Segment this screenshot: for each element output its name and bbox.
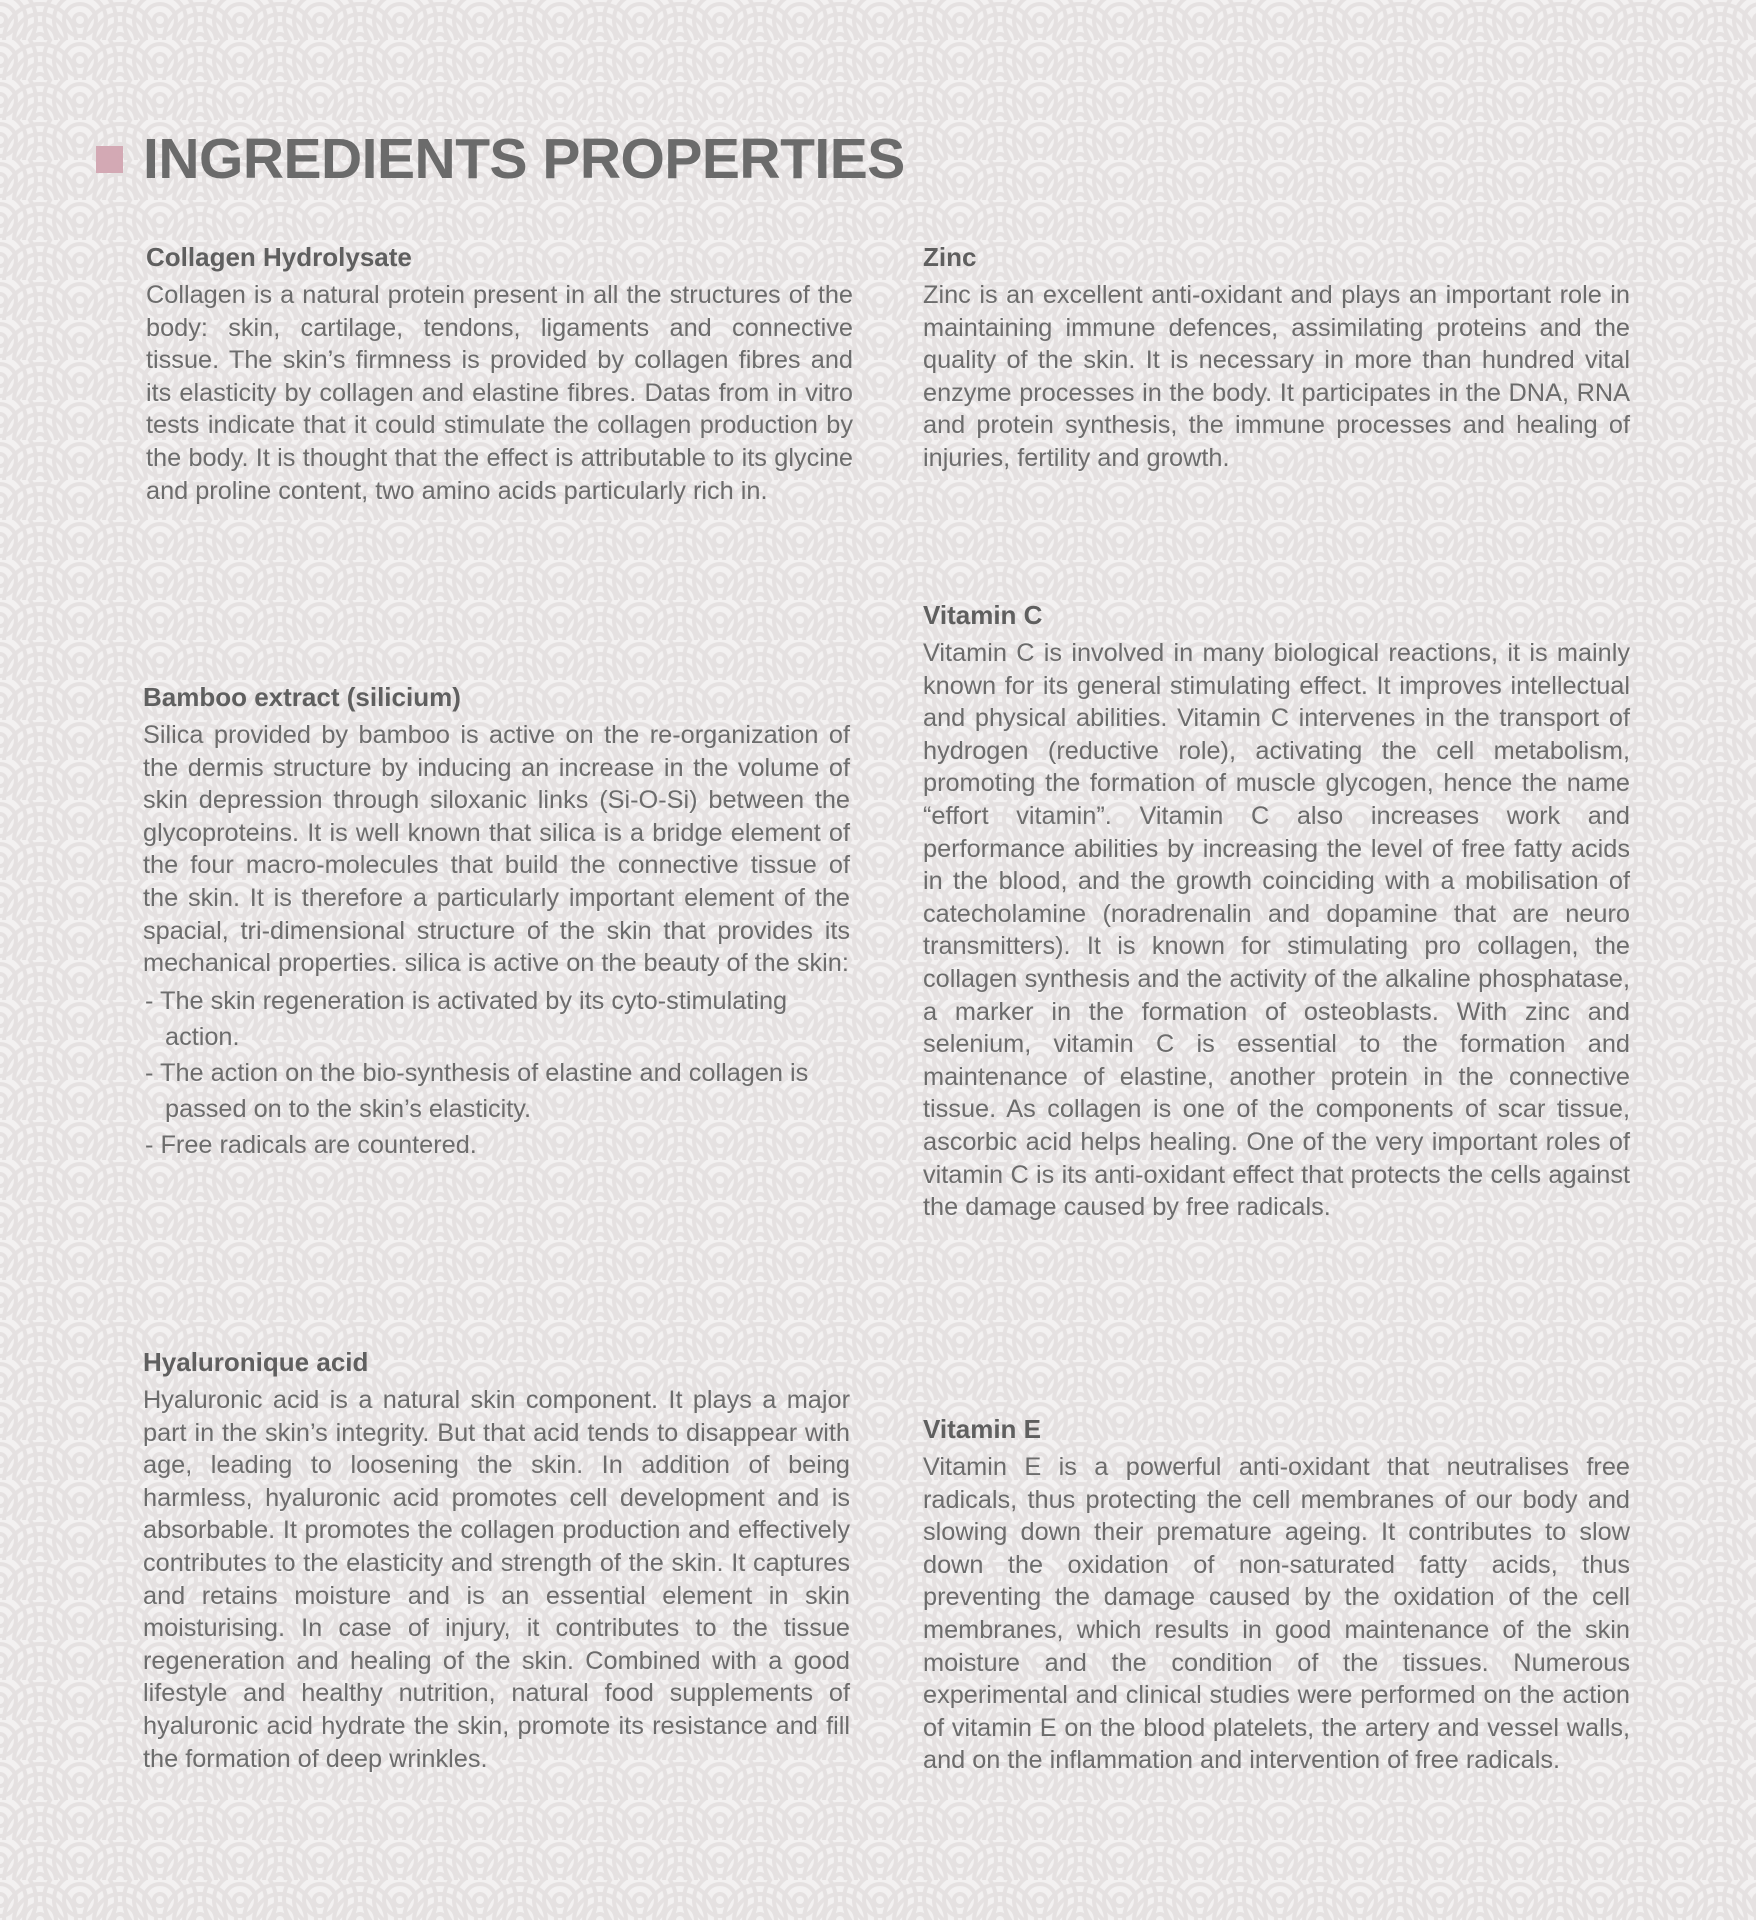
section-hyaluronic — [143, 1346, 850, 1775]
section-zinc — [923, 241, 1630, 475]
section-vitamin-c — [923, 599, 1630, 1224]
section-heading: Collagen Hydrolysate — [146, 242, 412, 272]
section-body: Collagen is a natural protein present in all the structures of the body: skin, cartilage, tendons, ligaments and connective tissue. The skin’s firmness is provided by collagen fibres and its elasticity by collagen and elastine fibres. Datas from in vitro tests indicate that it could stimulate the collagen production by the body. It is thought that the effect is attributable to its glycine and proline content, two amino acids particularly rich in. — [146, 281, 853, 505]
section-body: Vitamin E is a powerful anti-oxidant that neutralises free radicals, thus protecting the cell membranes of our body and slowing down their premature ageing. It contributes to slow down the oxidation of non-saturated fatty acids, thus preventing the damage caused by the oxidation of the cell membranes, which results in good maintenance of the skin moisture and the condition of the tissues. Numerous experimental and clinical studies were performed on the action of vitamin E on the blood platelets, the artery and vessel walls, and on the inflammation and intervention of free radicals. — [923, 1453, 1630, 1775]
section-body: Zinc is an excellent anti-oxidant and plays an important role in maintaining immune defences, assimilating proteins and the quality of the skin. It is necessary in more than hundred vital enzyme processes in the body. It participates in the DNA, RNA and protein synthesis, the immune processes and healing of injuries, fertility and growth. — [923, 281, 1630, 472]
section-body: Hyaluronic acid is a natural skin component. It plays a major part in the skin’s integrity. But that acid tends to disappear with age, leading to loosening the skin. In addition of being harmless, hyaluronic acid promotes cell development and is absorbable. It promotes the collagen production and effectively contributes to the elasticity and strength of the skin. It captures and retains moisture and is an essential element in skin moisturising. In case of injury, it contributes to the tissue regeneration and healing of the skin. Combined with a good lifestyle and healthy nutrition, natural food supplements of hyaluronic acid hydrate the skin, promote its resistance and fill the formation of deep wrinkles. — [143, 1386, 850, 1773]
section-heading: Vitamin E — [923, 1414, 1042, 1444]
list-item: - The action on the bio-synthesis of elastine and collagen is passed on to the skin’s elasticity. — [145, 1058, 809, 1123]
section-vitamin-e — [923, 1413, 1630, 1777]
section-body: Silica provided by bamboo is active on the re-organization of the dermis structure by inducing an increase in the volume of skin depression through siloxanic links (Si-O-Si) between the glycoproteins. It is well known that silica is a bridge element of the four macro-molecules that build the connective tissue of the skin. It is therefore a particularly important element of the spacial, tri-dimensional structure of the skin that provides its mechanical properties. silica is active on the beauty of the skin: — [143, 721, 850, 978]
section-heading: Zinc — [923, 242, 977, 272]
section-body: Vitamin C is involved in many biological reactions, it is mainly known for its general stimulating effect. It improves intellectual and physical abilities. Vitamin C intervenes in the transport of hydrogen (reductive role), activating the cell metabolism, promoting the formation of muscle glycogen, hence the name “effort vitamin”. Vitamin C also increases work and performance abilities by increasing the level of free fatty acids in the blood, and the growth coinciding with a mobilisation of catecholamine (noradrenalin and dopamine that are neuro transmitters). It is known for stimulating pro collagen, the collagen synthesis and the activity of the alkaline phosphatase, a marker in the formation of osteoblasts. With zinc and selenium, vitamin C is essential to the formation and maintenance of elastine, another protein in the connective tissue. As collagen is one of the components of scar tissue, ascorbic acid helps healing. One of the very important roles of vitamin C is its anti-oxidant effect that protects the cells against the damage caused by free radicals. — [923, 639, 1630, 1222]
list-item: - The skin regeneration is activated by its cyto-stimulating action. — [145, 986, 788, 1051]
page-title: INGREDIENTS PROPERTIES — [143, 126, 905, 191]
page-header — [96, 124, 905, 194]
section-heading: Vitamin C — [923, 600, 1043, 630]
bamboo-benefits-list — [143, 983, 850, 1163]
section-heading: Hyaluronique acid — [143, 1347, 369, 1377]
section-heading: Bamboo extract (silicium) — [143, 682, 461, 712]
title-marker-square — [96, 146, 123, 173]
section-collagen — [146, 241, 853, 507]
list-item: - Free radicals are countered. — [145, 1130, 477, 1159]
section-bamboo — [143, 681, 850, 1163]
